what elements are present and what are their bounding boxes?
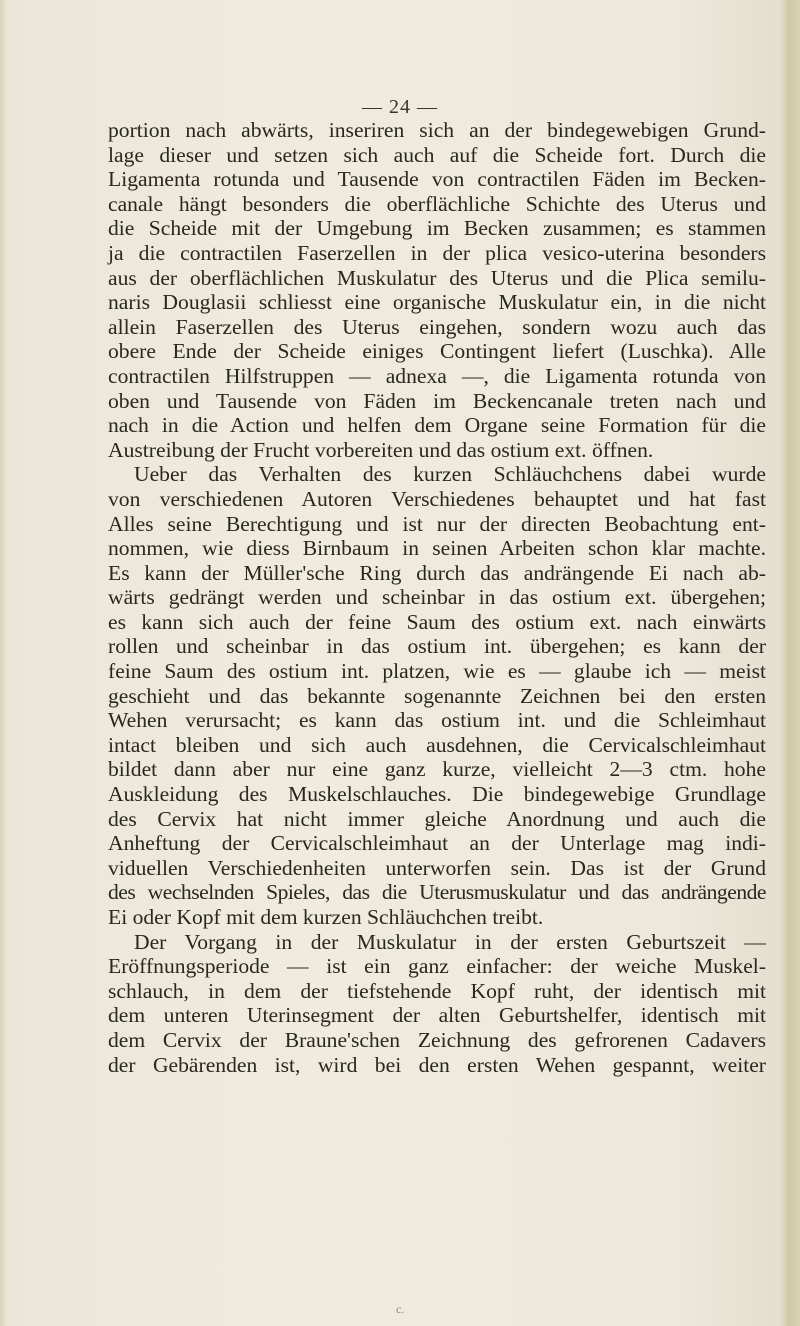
text-line: wärts gedrängt werden und scheinbar in das ostium ext. übergehen; bbox=[108, 585, 766, 610]
body-text bbox=[108, 118, 766, 1077]
text-line: Alles seine Berechtigung und ist nur der directen Beobachtung ent- bbox=[108, 511, 766, 536]
text-line: Wehen verursacht; es kann das ostium int. und die Schleimhaut bbox=[108, 708, 766, 733]
text-line: portion nach abwärts, inseriren sich an der bindegewebigen Grund- bbox=[108, 118, 766, 142]
page-number: — 24 — bbox=[362, 96, 438, 118]
page-edge-shadow bbox=[780, 0, 800, 1326]
text-line: dem Cervix der Braune'schen Zeichnung des gefrorenen Cadavers bbox=[108, 1027, 766, 1052]
text-line: bildet dann aber nur eine ganz kurze, vielleicht 2—3 ctm. hohe bbox=[108, 757, 766, 782]
text-line: schlauch, in dem der tiefstehende Kopf ruht, der identisch mit bbox=[108, 978, 766, 1003]
text-line: aus der oberflächlichen Muskulatur des Uterus und die Plica semilu- bbox=[108, 265, 766, 290]
text-line: nommen, wie diess Birnbaum in seinen Arbeiten schon klar machte. bbox=[108, 536, 766, 561]
text-line: Eröffnungsperiode — ist ein ganz einfacher: der weiche Muskel- bbox=[108, 954, 766, 979]
text-line: rollen und scheinbar in das ostium int. übergehen; es kann der bbox=[108, 634, 766, 659]
text-line: viduellen Verschiedenheiten unterworfen sein. Das ist der Grund bbox=[108, 855, 766, 880]
text-line: Austreibung der Frucht vorbereiten und das ostium ext. öffnen. bbox=[108, 437, 654, 462]
text-line: Ligamenta rotunda und Tausende von contractilen Fäden im Becken- bbox=[108, 167, 766, 192]
text-line: Auskleidung des Muskelschlauches. Die bindegewebige Grundlage bbox=[108, 782, 766, 807]
footer-mark: c. bbox=[396, 1302, 405, 1316]
text-line: Es kann der Müller'sche Ring durch das andrängende Ei nach ab- bbox=[108, 560, 766, 585]
text-line: dem unteren Uterinsegment der alten Geburtshelfer, identisch mit bbox=[108, 1003, 766, 1028]
text-line: nach in die Action und helfen dem Organe seine Formation für die bbox=[108, 413, 766, 438]
text-line: des wechselnden Spieles, das die Uterusmuskulatur und das andrängende bbox=[108, 880, 766, 905]
text-line: geschieht und das bekannte sogenannte Zeichnen bei den ersten bbox=[108, 683, 766, 708]
text-line: naris Douglasii schliesst eine organische Muskulatur ein, in die nicht bbox=[108, 290, 766, 315]
page-gutter-shadow bbox=[0, 0, 8, 1326]
text-line: oben und Tausende von Fäden im Beckencanale treten nach und bbox=[108, 388, 766, 413]
paragraph-start-line: Ueber das Verhalten des kurzen Schläuchchens dabei wurde bbox=[134, 462, 766, 487]
text-line: feine Saum des ostium int. platzen, wie es — glaube ich — meist bbox=[108, 659, 766, 684]
text-line: canale hängt besonders die oberflächliche Schichte des Uterus und bbox=[108, 191, 766, 216]
text-line: allein Faserzellen des Uterus eingehen, sondern wozu auch das bbox=[108, 314, 766, 339]
text-line: die Scheide mit der Umgebung im Becken zusammen; es stammen bbox=[108, 216, 766, 241]
text-line: des Cervix hat nicht immer gleiche Anordnung und auch die bbox=[108, 806, 766, 831]
text-line: Anheftung der Cervicalschleimhaut an der Unterlage mag indi- bbox=[108, 831, 766, 856]
text-line: contractilen Hilfstruppen — adnexa —, die Ligamenta rotunda von bbox=[108, 363, 766, 388]
text-line: von verschiedenen Autoren Verschiedenes behauptet und hat fast bbox=[108, 486, 766, 511]
text-line: es kann sich auch der feine Saum des ostium ext. nach einwärts bbox=[108, 609, 766, 634]
text-line: ja die contractilen Faserzellen in der plica vesico-uterina besonders bbox=[108, 240, 766, 265]
text-line: der Gebärenden ist, wird bei den ersten Wehen gespannt, weiter bbox=[108, 1052, 766, 1077]
text-line: obere Ende der Scheide einiges Contingent liefert (Luschka). Alle bbox=[108, 339, 766, 364]
text-line: lage dieser und setzen sich auch auf die Scheide fort. Durch die bbox=[108, 142, 766, 167]
text-line: Ei oder Kopf mit dem kurzen Schläuchchen treibt. bbox=[108, 905, 544, 929]
text-line: intact bleiben und sich auch ausdehnen, die Cervicalschleimhaut bbox=[108, 732, 766, 757]
paragraph-start-line: Der Vorgang in der Muskulatur in der ersten Geburtszeit — bbox=[134, 929, 766, 954]
